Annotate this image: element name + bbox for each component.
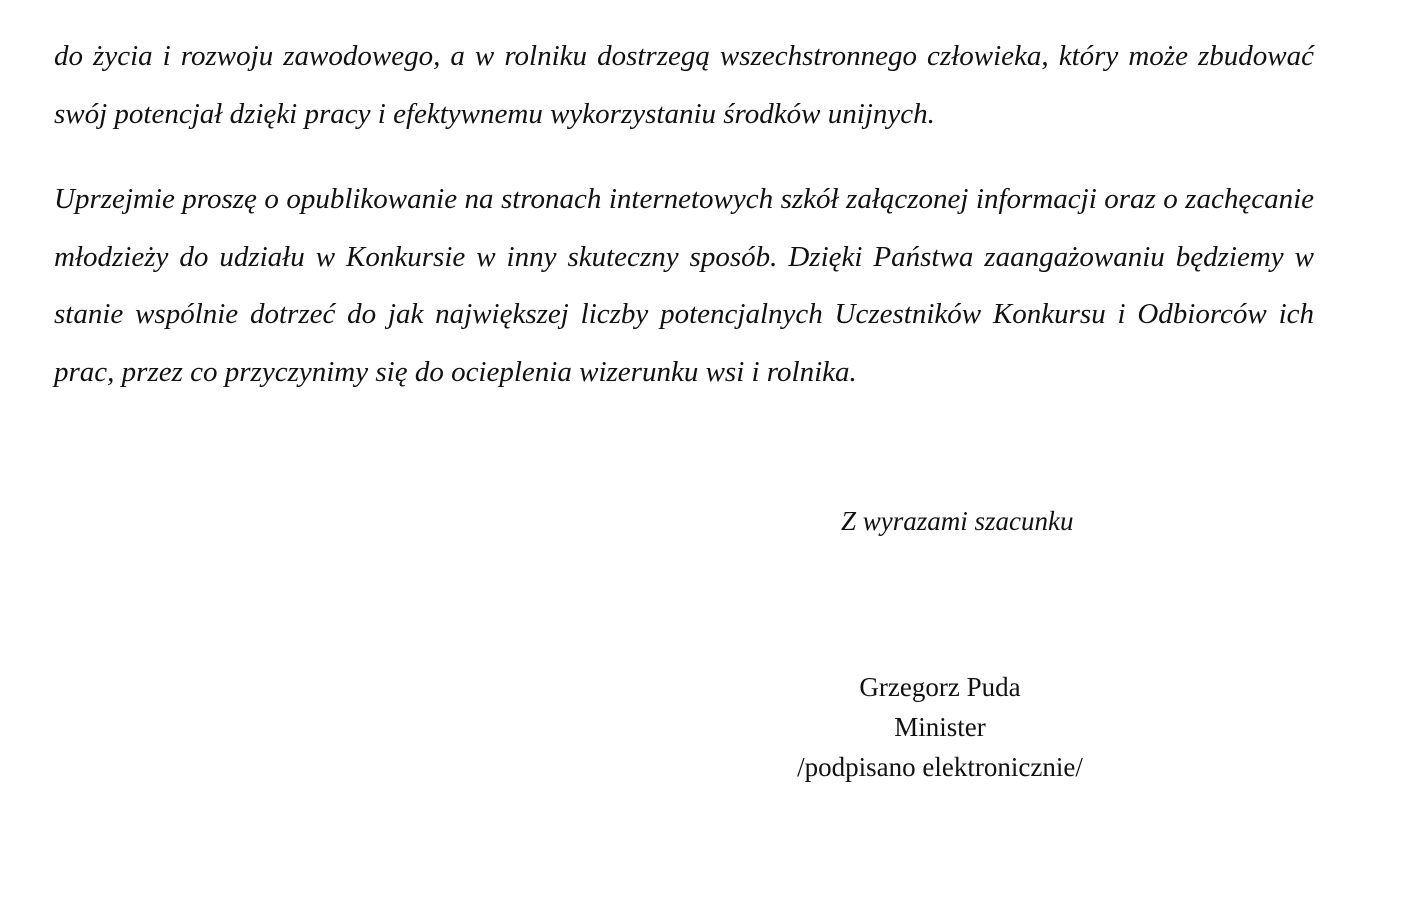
signature-note: /podpisano elektronicznie/ [797, 752, 1083, 782]
closing-phrase: Z wyrazami szacunku [841, 506, 1074, 536]
signatory-role: Minister [894, 712, 986, 742]
letter-paragraph-2: Uprzejmie proszę o opublikowanie na stronach internetowych szkół załączonej informacji oraz o zachęcanie młodzieży do udziału w Konkursie w inny skuteczny sposób. Dzięki Państwa zaangażowaniu będziemy w stanie wspólnie dotrzeć do jak największej liczby potencjalnych Uczestników Konkursu i Odbiorców ich prac, przez co przyczynimy się do ocieplenia wizerunku wsi i rolnika. [54, 183, 1314, 388]
signatory-name: Grzegorz Puda [859, 672, 1021, 702]
letter-paragraph-1: do życia i rozwoju zawodowego, a w rolniku dostrzegą wszechstronnego człowieka, który może zbudować swój potencjał dzięki pracy i efektywnemu wykorzystaniu środków unijnych. [54, 40, 1314, 130]
